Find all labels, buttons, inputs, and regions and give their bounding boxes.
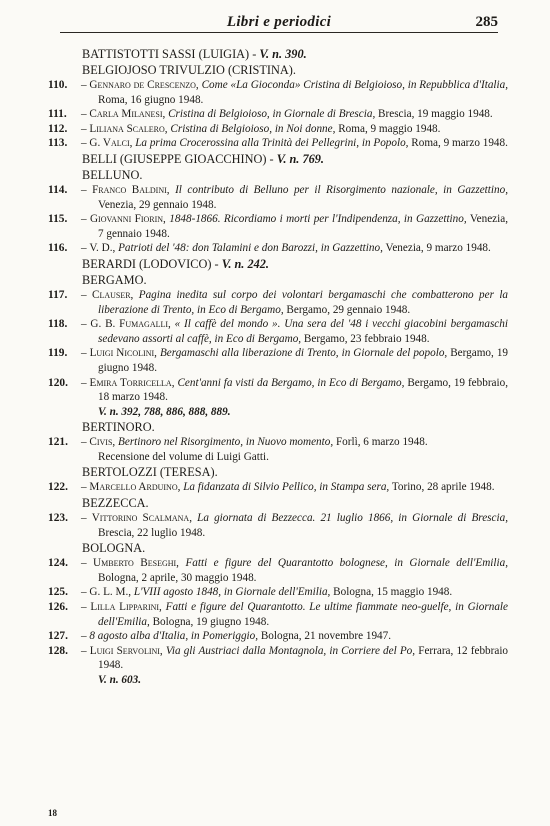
- entry-publication: Venezia, 29 gennaio 1948.: [98, 198, 217, 211]
- entry-text: – Clauser, Pagina inedita sul corpo dei volontari bergamaschi che combatterono per la liberazione di Trento, in Eco di Bergamo, Bergamo, 29 gennaio 1948.: [81, 288, 509, 316]
- entry-note: V. n. 603.: [98, 674, 142, 686]
- entry-publication: Brescia, 19 maggio 1948.: [378, 108, 493, 121]
- entry-publication: Venezia, 9 marzo 1948.: [385, 242, 491, 255]
- section-heading-text: BERTINORO.: [82, 420, 155, 435]
- section-heading-text: BERGAMO.: [82, 272, 147, 287]
- entry-text: – G. B. Fumagalli, « Il caffè del mondo ». Una sera del '48 i vecchi giacobini bergamaschi sedevano assorti al caffè, in Eco di Bergamo, Bergamo, 23 febbraio 1948.: [81, 318, 508, 345]
- entry-number: 121.: [48, 436, 68, 449]
- section-heading-text: BELLI (GIUSEPPE GIOACCHINO) -: [82, 151, 274, 166]
- entry-publication: Bologna, 2 aprile, 30 maggio 1948.: [98, 571, 257, 584]
- entry-text: – G. Valci, La prima Crocerossina alla Trinità dei Pellegrini, in Popolo, Roma, 9 marzo 1948.: [81, 137, 508, 150]
- entry-author: Vittorino Scalmana,: [91, 512, 193, 525]
- entry-title: Patrioti del '48: don Talamini e don Barozzi, in Gazzettino,: [118, 242, 383, 255]
- bibliography-entry: [48, 600, 508, 629]
- entry-author: Lilla Lipparini,: [90, 601, 162, 614]
- entry-publication: Forlì, 6 marzo 1948.: [335, 436, 428, 449]
- bibliography-entry: [48, 629, 508, 644]
- bibliography-entry: [48, 480, 508, 495]
- entry-publication: Bologna, 21 novembre 1947.: [260, 630, 392, 643]
- entry-publication: Torino, 28 aprile 1948.: [391, 481, 495, 494]
- entry-text: – Luigi Servolini, Via gli Austriaci dalla Montagnola, in Corriere del Po, Ferrara, 12 febbraio 1948.: [81, 644, 509, 672]
- entry-title: Fatti e figure del Quarantotto bolognese, in Giornale dell'Emilia,: [185, 557, 509, 570]
- entry-title: La prima Crocerossina alla Trinità dei Pellegrini, in Popolo,: [135, 137, 409, 150]
- entry-number: 111.: [48, 108, 67, 121]
- section-heading-text: BEZZECCA.: [82, 496, 149, 511]
- entry-title: Cent'anni fa visti da Bergamo, in Eco di Bergamo,: [177, 376, 405, 389]
- entry-number: 120.: [48, 376, 68, 389]
- entry-author: Luigi Nicolini,: [89, 347, 157, 360]
- entry-text: – G. L. M., L'VIII agosto 1848, in Giornale dell'Emilia, Bologna, 15 maggio 1948.: [81, 586, 453, 599]
- entry-title: Bertinoro nel Risorgimento, in Nuovo momento,: [118, 436, 334, 449]
- entry-publication: Bergamo, 19 febbraio, 18 marzo 1948.: [98, 376, 509, 404]
- section-heading: [82, 419, 508, 435]
- section-heading-text: BERARDI (LODOVICO) -: [82, 256, 219, 271]
- entry-publication: Brescia, 22 luglio 1948.: [98, 526, 206, 539]
- entry-number: 128.: [48, 644, 68, 657]
- entry-publication: Ferrara, 12 febbraio 1948.: [98, 644, 509, 672]
- bibliography-list: [48, 46, 508, 688]
- page-number: 285: [475, 14, 498, 30]
- bibliography-entry: [48, 585, 508, 600]
- bibliography-entry: [48, 136, 508, 151]
- entry-number: 127.: [48, 630, 68, 643]
- bibliography-entry: [48, 511, 508, 540]
- section-heading: [82, 256, 508, 272]
- section-heading-text: BERTOLOZZI (TERESA).: [82, 465, 218, 480]
- section-heading-text: BOLOGNA.: [82, 541, 146, 556]
- entry-publication: Bologna, 19 giugno 1948.: [152, 615, 270, 628]
- entry-number: 117.: [48, 288, 68, 301]
- entry-number: 122.: [48, 481, 68, 494]
- bibliography-entry: [48, 212, 508, 241]
- entry-number: 119.: [48, 347, 68, 360]
- entry-publication: Bergamo, 23 febbraio 1948.: [303, 332, 430, 345]
- bibliography-entry: [48, 317, 508, 346]
- entry-text: – Marcello Arduino, La fidanzata di Silvio Pellico, in Stampa sera, Torino, 28 aprile 1948.: [81, 481, 495, 494]
- entry-author: Clauser,: [91, 288, 134, 301]
- entry-title: Come «La Gioconda» Cristina di Belgioioso, in Repubblica d'Italia,: [201, 79, 509, 91]
- entry-author: Franco Baldini,: [92, 183, 170, 196]
- entry-publication: Roma, 9 marzo 1948.: [411, 137, 508, 150]
- section-heading: [82, 62, 508, 78]
- entry-author: Marcello Arduino,: [89, 481, 181, 494]
- entry-title: Pagina inedita sul corpo dei volontari bergamaschi che combatterono per la liberazione di Trento, in Eco di Bergamo,: [98, 288, 509, 316]
- entry-title: Via gli Austriaci dalla Montagnola, in Corriere del Po,: [165, 644, 416, 657]
- section-heading-text: BELGIOJOSO TRIVULZIO (CRISTINA).: [82, 63, 296, 77]
- bibliography-entry: [48, 346, 508, 375]
- entry-text: – Lilla Lipparini, Fatti e figure del Quarantotto. Le ultime fiammate neo-guelfe, in Giornale dell'Emilia, Bologna, 19 giugno 1948.: [81, 601, 508, 628]
- entry-text: – Gennaro de Crescenzo, Come «La Gioconda» Cristina di Belgioioso, in Repubblica d'Italia, Roma, 16 giugno 1948.: [81, 79, 509, 106]
- entry-number: 116.: [48, 242, 68, 255]
- signature-mark: 18: [48, 808, 57, 818]
- entry-publication: Venezia, 7 gennaio 1948.: [98, 213, 509, 240]
- entry-title: L'VIII agosto 1848, in Giornale dell'Emilia,: [133, 586, 331, 599]
- bibliography-entry: [48, 78, 508, 107]
- bibliography-entry: [48, 122, 508, 137]
- entry-number: 110.: [48, 79, 68, 91]
- entry-author: Liliana Scalero,: [89, 122, 168, 135]
- bibliography-entry: [48, 183, 508, 212]
- entry-text: – Carla Milanesi, Cristina di Belgioioso, in Giornale di Brescia, Brescia, 19 maggio 1948.: [81, 108, 493, 121]
- entry-publication: Roma, 9 maggio 1948.: [338, 122, 441, 135]
- entry-publication: Bergamo, 29 gennaio 1948.: [286, 303, 411, 316]
- entry-number: 123.: [48, 512, 68, 525]
- entry-note: V. n. 392, 788, 886, 888, 889.: [98, 405, 231, 418]
- entry-author: G. Valci,: [89, 137, 133, 150]
- bibliography-entry: [48, 107, 508, 122]
- entry-number: 115.: [48, 213, 68, 226]
- bibliography-entry: [48, 288, 508, 317]
- entry-author: G. L. M.,: [89, 586, 132, 599]
- section-heading: [82, 46, 508, 62]
- section-heading-text: BELLUNO.: [82, 167, 143, 182]
- cross-reference: V. n. 769.: [276, 151, 324, 166]
- entry-number: 118.: [48, 318, 68, 331]
- entry-title: La fidanzata di Silvio Pellico, in Stampa sera,: [183, 481, 390, 494]
- section-heading-text: BATTISTOTTI SASSI (LUIGIA) -: [82, 47, 257, 61]
- bibliography-entry: [48, 556, 508, 585]
- entry-number: 112.: [48, 122, 68, 135]
- entry-text: – Luigi Nicolini, Bergamaschi alla liberazione di Trento, in Giornale del popolo, Bergamo, 19 giugno 1948.: [81, 347, 509, 374]
- entry-publication: Roma, 16 giugno 1948.: [98, 93, 204, 106]
- entry-title: Cristina di Belgioioso, in Giornale di Brescia,: [168, 108, 376, 121]
- section-heading: [82, 151, 508, 167]
- running-head: [60, 10, 498, 33]
- entry-title: « Il caffè del mondo ». Una sera del '48 i vecchi giacobini bergamaschi sedevano assorti al caffè, in Eco di Bergamo,: [98, 318, 508, 345]
- entry-author: Gennaro de Crescenzo,: [89, 79, 199, 91]
- entry-note: Recensione del volume di Luigi Gatti.: [98, 450, 269, 463]
- bibliography-entry: [48, 241, 508, 256]
- entry-number: 114.: [48, 183, 68, 196]
- entry-text: – Liliana Scalero, Cristina di Belgioioso, in Noi donne, Roma, 9 maggio 1948.: [81, 122, 441, 135]
- entry-text: – Umberto Beseghi, Fatti e figure del Quarantotto bolognese, in Giornale dell'Emilia, Bologna, 2 aprile, 30 maggio 1948.: [81, 557, 509, 584]
- entry-text: – Franco Baldini, Il contributo di Belluno per il Risorgimento nazionale, in Gazzettino, Venezia, 29 gennaio 1948.: [81, 183, 508, 211]
- entry-publication: Bologna, 15 maggio 1948.: [333, 586, 453, 599]
- section-heading: [82, 272, 508, 288]
- entry-text: – V. D., Patrioti del '48: don Talamini e don Barozzi, in Gazzettino, Venezia, 9 marzo 1948.: [81, 242, 491, 255]
- section-heading: [82, 167, 508, 183]
- cross-reference: V. n. 242.: [221, 256, 269, 271]
- running-head-title: Libri e periodici: [226, 14, 332, 30]
- entry-author: V. D.,: [89, 242, 116, 255]
- section-heading: [82, 540, 508, 556]
- bibliography-entry: [48, 376, 508, 405]
- entry-title: Il contributo di Belluno per il Risorgimento nazionale, in Gazzettino,: [175, 183, 508, 196]
- entry-title: 8 agosto alba d'Italia, in Pomeriggio,: [89, 630, 259, 643]
- entry-title: Cristina di Belgioioso, in Noi donne,: [170, 122, 336, 135]
- entry-text: – Giovanni Fiorin, 1848-1866. Ricordiamo i morti per l'Indipendenza, in Gazzettino, Venezia, 7 gennaio 1948.: [81, 213, 509, 240]
- entry-author: Carla Milanesi,: [89, 108, 166, 121]
- entry-title: Fatti e figure del Quarantotto. Le ultime fiammate neo-guelfe, in Giornale dell'Emilia,: [98, 601, 508, 628]
- entry-text: – Civis, Bertinoro nel Risorgimento, in Nuovo momento, Forlì, 6 marzo 1948.: [81, 436, 428, 449]
- entry-number: 124.: [48, 557, 68, 570]
- entry-text: – Vittorino Scalmana, La giornata di Bezzecca. 21 luglio 1866, in Giornale di Brescia, Brescia, 22 luglio 1948.: [81, 512, 509, 539]
- entry-number: 126.: [48, 601, 68, 614]
- entry-title: La giornata di Bezzecca. 21 luglio 1866, in Giornale di Brescia,: [197, 512, 509, 525]
- entry-title: 1848-1866. Ricordiamo i morti per l'Indipendenza, in Gazzettino,: [169, 213, 467, 226]
- entry-text: – Emira Torricella, Cent'anni fa visti da Bergamo, in Eco di Bergamo, Bergamo, 19 febbraio, 18 marzo 1948.: [81, 376, 509, 404]
- entry-author: Giovanni Fiorin,: [89, 213, 166, 226]
- bibliography-entry: [48, 644, 508, 673]
- entry-number: 113.: [48, 137, 68, 150]
- entry-title: Bergamaschi alla liberazione di Trento, in Giornale del popolo,: [159, 347, 448, 360]
- entry-number: 125.: [48, 586, 68, 599]
- entry-author: Civis,: [89, 436, 116, 449]
- entry-publication: Bergamo, 19 giugno 1948.: [98, 347, 509, 374]
- cross-reference: V. n. 390.: [259, 47, 307, 61]
- entry-author: Emira Torricella,: [89, 376, 175, 389]
- entry-text: – 8 agosto alba d'Italia, in Pomeriggio, Bologna, 21 novembre 1947.: [81, 630, 392, 643]
- entry-author: Luigi Servolini,: [89, 644, 163, 657]
- section-heading: [82, 495, 508, 511]
- bibliography-entry: [48, 435, 508, 450]
- entry-author: G. B. Fumagalli,: [90, 318, 171, 331]
- section-heading: [82, 464, 508, 480]
- entry-author: Umberto Beseghi,: [93, 557, 179, 570]
